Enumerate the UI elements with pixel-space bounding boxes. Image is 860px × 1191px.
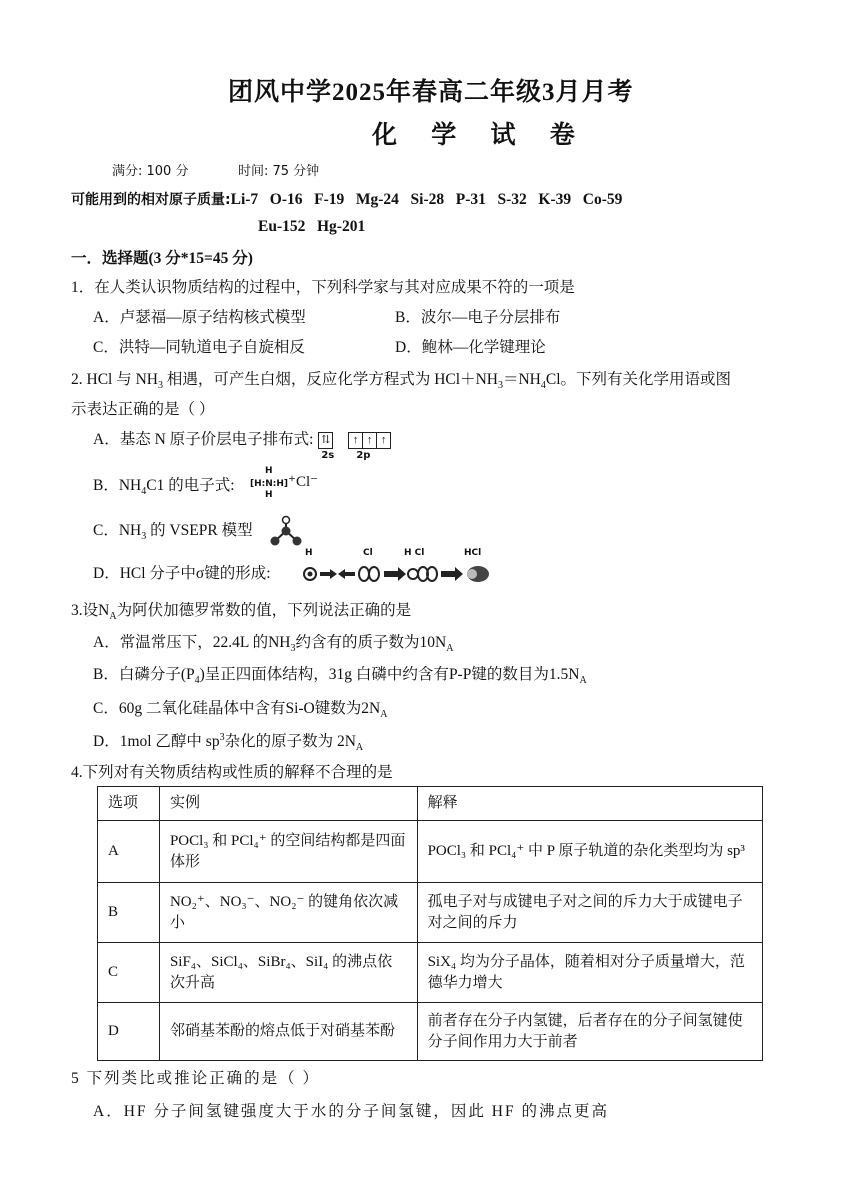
- label-hcl: HCl: [464, 548, 482, 558]
- full-score: 满分: 100 分: [112, 164, 189, 179]
- q2-option-a-text: A．基态 N 原子价层电子排布式:: [93, 431, 314, 448]
- table-row: [98, 821, 763, 883]
- sub-4: 4: [141, 486, 147, 498]
- exam-subtitle: 化 学 试 卷: [372, 122, 589, 149]
- q3-b-2: )呈正四面体结构，31g 白磷中约含有: [199, 666, 449, 683]
- q1-option-c: C．洪特—同轨道电子自旋相反: [93, 339, 305, 356]
- atomic-mass-label: 可能用到的相对原子质量:: [71, 192, 231, 208]
- row-example: SiF₄、SiCl₄、SiBr₄、SiI₄ 的沸点依次升高: [159, 943, 417, 1003]
- row-option: B: [98, 883, 160, 943]
- electron-formula-bottom-h: H: [265, 490, 273, 500]
- q1-option-a: A．卢瑟福—原子结构核式模型: [93, 309, 306, 326]
- label-h-cl: H Cl: [404, 548, 425, 558]
- row-explanation: 孤电子对与成键电子对之间的斥力大于成键电子对之间的斥力: [417, 883, 762, 943]
- sub-4: 4: [194, 675, 200, 687]
- label-2s: 2s: [321, 450, 335, 462]
- row-example: POCl₃ 和 PCl₄⁺ 的空间结构都是四面体形: [159, 821, 417, 883]
- atomic-mass-line2: Eu-152 Hg-201: [258, 218, 366, 235]
- label-2p: 2p: [356, 450, 371, 462]
- header-option: 选项: [98, 787, 160, 821]
- q3-option-a: [93, 630, 453, 654]
- table-row: [98, 883, 763, 943]
- q3-option-b: [93, 662, 587, 686]
- q3-d-1: D．1mol 乙醇中 sp: [93, 733, 220, 750]
- sub-3: 3: [157, 380, 163, 392]
- na-n: N: [98, 602, 110, 619]
- row-option: D: [98, 1003, 160, 1061]
- q3-stem-b: 为阿伏加德罗常数的值，下列说法正确的是: [116, 602, 412, 619]
- row-option: C: [98, 943, 160, 1003]
- vsepr-model-icon: [268, 515, 304, 549]
- orbital-2p-2: ↑: [362, 432, 377, 449]
- na-a: A: [446, 643, 454, 655]
- na-a: A: [380, 709, 388, 721]
- q3-a-10n: 10N: [419, 634, 447, 651]
- sub-3: 3: [141, 531, 147, 543]
- q2-stem-a: 2. HCl 与 NH: [71, 371, 158, 388]
- q2-option-d: D．HCl 分子中σ键的形成:: [93, 565, 271, 582]
- row-example: 邻硝基苯酚的熔点低于对硝基苯酚: [159, 1003, 417, 1061]
- na-a: A: [109, 611, 117, 623]
- sub-3: 3: [497, 380, 503, 392]
- header-example: 实例: [159, 787, 417, 821]
- q1-stem: 1．在人类认识物质结构的过程中，下列科学家与其对应成果不符的一项是: [71, 279, 575, 296]
- q2-option-a: [93, 427, 391, 462]
- sub-4: 4: [540, 380, 546, 392]
- orbital-2p-1: ↑: [348, 432, 363, 449]
- row-example: NO₂⁺、NO₃⁻、NO₂⁻ 的键角依次减小: [159, 883, 417, 943]
- exam-time: 时间: 75 分钟: [238, 164, 320, 179]
- sigma-bond-formation-diagram: [300, 564, 500, 584]
- sigma-bond-labels: [296, 548, 496, 562]
- q5-option-a: A．HF 分子间氢键强度大于水的分子间氢键，因此 HF 的沸点更高: [93, 1103, 609, 1120]
- label-h: H: [305, 548, 313, 558]
- q3-stem-a: 3.设: [71, 602, 99, 619]
- q3-b-3: 键的数目为: [471, 666, 549, 683]
- q2-stem-line2: 示表达正确的是（ ）: [71, 401, 215, 418]
- electron-formula-top-h: H: [265, 466, 273, 476]
- q3-a-2: 约含有的质子数为: [295, 634, 420, 651]
- q2-option-b: [93, 473, 235, 497]
- sub-3: 3: [290, 643, 296, 655]
- na-a: A: [579, 675, 587, 687]
- table-row: [98, 943, 763, 1003]
- electron-formula-center: [H:N:H]: [250, 479, 289, 489]
- q3-b-1: B．白磷分子(: [93, 666, 187, 683]
- row-explanation: 前者存在分子内氢键，后者存在的分子间氢键使分子间作用力大于前者: [417, 1003, 762, 1061]
- q2-option-c-text-a: C．NH: [93, 522, 142, 539]
- q3-a-nh: NH: [268, 634, 291, 651]
- table-row: [98, 1003, 763, 1061]
- header-explanation: 解释: [417, 787, 762, 821]
- label-cl: Cl: [363, 548, 373, 558]
- q5-stem: 5 下列类比或推论正确的是（ ）: [71, 1070, 321, 1087]
- q3-stem: [71, 598, 411, 622]
- orbital-2s: ⇅: [318, 432, 333, 449]
- na-a: A: [355, 742, 364, 754]
- q2-option-b-text-a: B．NH: [93, 477, 142, 494]
- q2-stem-b: 相遇，可产生白烟，反应化学方程式为 HCl＋NH: [162, 371, 498, 388]
- q2-stem-d: Cl。下列有关化学用语或图: [545, 371, 732, 388]
- q3-d-2: 杂化的原子数为 2N: [224, 733, 356, 750]
- q1-option-d: D．鲍林—化学键理论: [395, 339, 546, 356]
- q3-a-1: A．常温常压下，22.4L 的: [93, 634, 269, 651]
- q4-stem: 4.下列对有关物质结构或性质的解释不合理的是: [71, 764, 393, 781]
- q3-c-1: C．60g 二氧化硅晶体中含有: [93, 700, 286, 717]
- electron-formula: [250, 466, 318, 501]
- q2-option-c-text-b: 的 VSEPR 模型: [146, 522, 253, 539]
- q2-option-b-text-b: C1 的电子式:: [146, 477, 235, 494]
- q2-stem-line1: [71, 367, 731, 391]
- q4-table: [97, 786, 763, 1061]
- q3-option-d: [93, 729, 363, 753]
- q3-c-2: 键数为: [314, 700, 362, 717]
- orbital-2p-3: ↑: [376, 432, 391, 449]
- row-option: A: [98, 821, 160, 883]
- row-explanation: SiX₄ 均为分子晶体，随着相对分子质量增大，范德华力增大: [417, 943, 762, 1003]
- atomic-mass-line1: [71, 189, 622, 209]
- table-header-row: [98, 787, 763, 821]
- exam-title: 团风中学2025年春高二年级3月月考: [228, 79, 634, 106]
- q2-option-c: [93, 518, 253, 542]
- section-heading: 一．选择题(3 分*15=45 分): [71, 250, 253, 267]
- q3-b-15n: 1.5N: [548, 666, 580, 683]
- sup-3: 3: [219, 731, 225, 743]
- orbital-diagram: [319, 431, 391, 462]
- row-explanation: POCl₃ 和 PCl₄⁺ 中 P 原子轨道的杂化类型均为 sp³: [417, 821, 762, 883]
- q3-b-p: P: [186, 666, 195, 683]
- q3-option-c: [93, 696, 387, 720]
- q3-c-sio: Si-O: [285, 700, 315, 717]
- q3-b-pp: P-P: [448, 666, 472, 683]
- q3-c-2n: 2N: [361, 700, 381, 717]
- atomic-mass-values: Li-7 O-16 F-19 Mg-24 Si-28 P-31 S-32 K-39 Co-59: [230, 191, 623, 208]
- q1-option-b: B．波尔—电子分层排布: [395, 309, 561, 326]
- q2-stem-c: ＝NH: [502, 371, 541, 388]
- electron-formula-tail: ⁺Cl⁻: [288, 474, 319, 490]
